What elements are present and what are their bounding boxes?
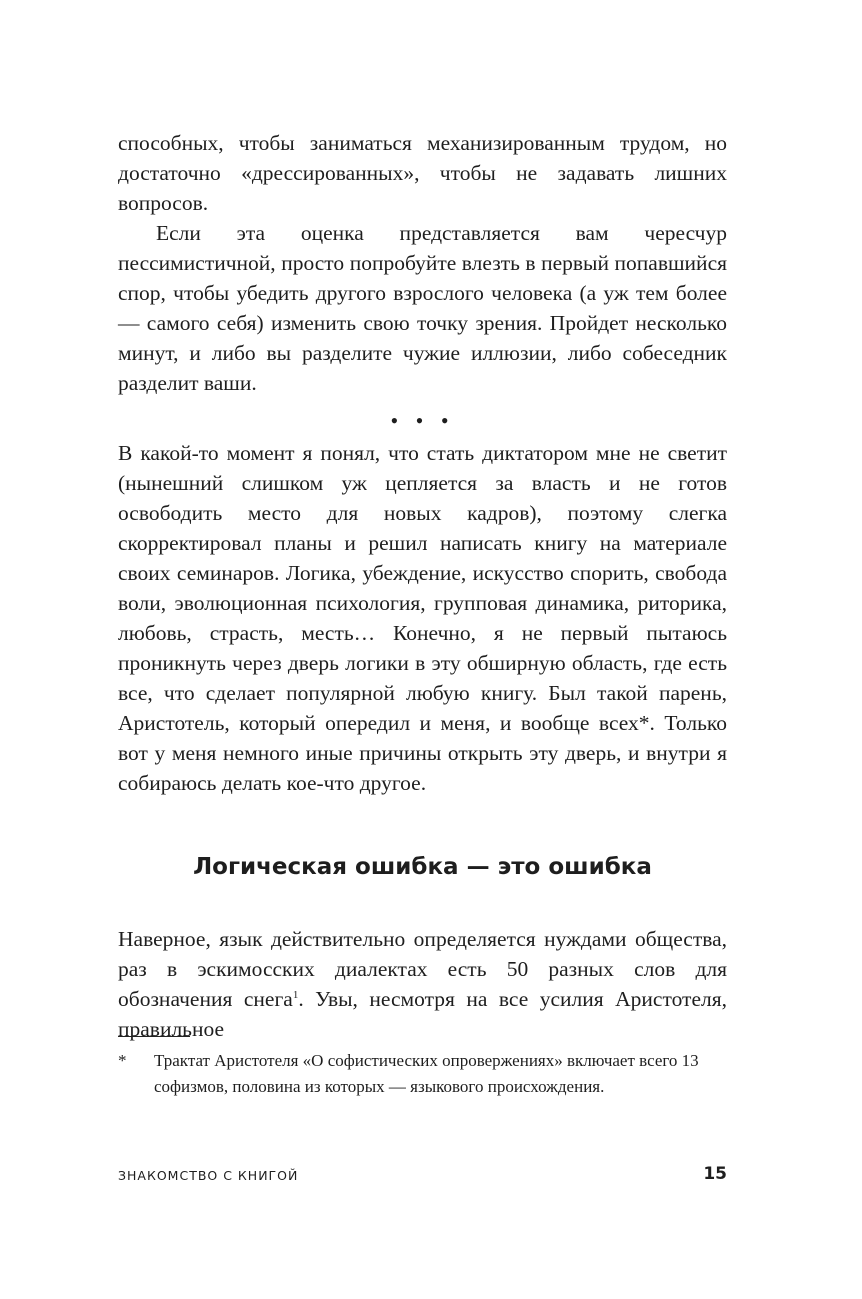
- running-title: ЗНАКОМСТВО С КНИГОЙ: [118, 1168, 299, 1183]
- footnote-mark: *: [118, 1051, 127, 1070]
- page-body: [118, 128, 727, 1044]
- paragraph-2: Если эта оценка представляется вам чересчур пессимистичной, просто попробуйте влезть в первый попавшийся спор, чтобы убедить другого взрослого человека (а уж тем более — самого себя) изменить свою точку зрения. Пройдет несколько минут, и либо вы разделите чужие иллюзии, либо собеседник разделит ваши.: [118, 221, 727, 395]
- footnote-divider: [118, 1036, 190, 1037]
- section-heading: Логическая ошибка — это ошибка: [193, 854, 652, 880]
- footnote-reference: 1: [292, 988, 299, 1001]
- paragraph-4: [118, 924, 727, 1044]
- paragraph-4-continuation: . Увы, несмотря на все усилия Аристотеля, правильное: [118, 987, 727, 1041]
- paragraph-3: В какой-то момент я понял, что стать диктатором мне не светит (нынешний слишком уж цепляется за власть и не готов освободить место для новых кадров), поэтому слегка скорректировал планы и решил написать книгу на материале своих семинаров. Логика, убеждение, искусство спорить, свобода воли, эволюционная психология, групповая динамика, риторика, любовь, страсть, месть… Конечно, я не первый пытаюсь проникнуть через дверь логики в эту обширную область, где есть все, что сделает популярной любую книгу. Был такой парень, Аристотель, который опередил и меня, и вообще всех*. Только вот у меня немного иные причины открыть эту дверь, и внутри я собираюсь делать кое-что другое.: [118, 441, 727, 795]
- footnote: [118, 1048, 727, 1100]
- section-separator: • • •: [390, 408, 455, 433]
- paragraph-1: способных, чтобы заниматься механизированным трудом, но достаточно «дрессированных», чтобы не задавать лишних вопросов.: [118, 131, 727, 215]
- page-number: 15: [703, 1164, 727, 1184]
- paragraph-4-text: Наверное, язык действительно определяется нуждами общества, раз в эскимосских диалектах есть 50 разных слов для обозначения снега: [118, 927, 727, 1011]
- footnote-text: Трактат Аристотеля «О софистических опровержениях» включает всего 13 софизмов, половина из которых — языкового происхождения.: [154, 1051, 699, 1096]
